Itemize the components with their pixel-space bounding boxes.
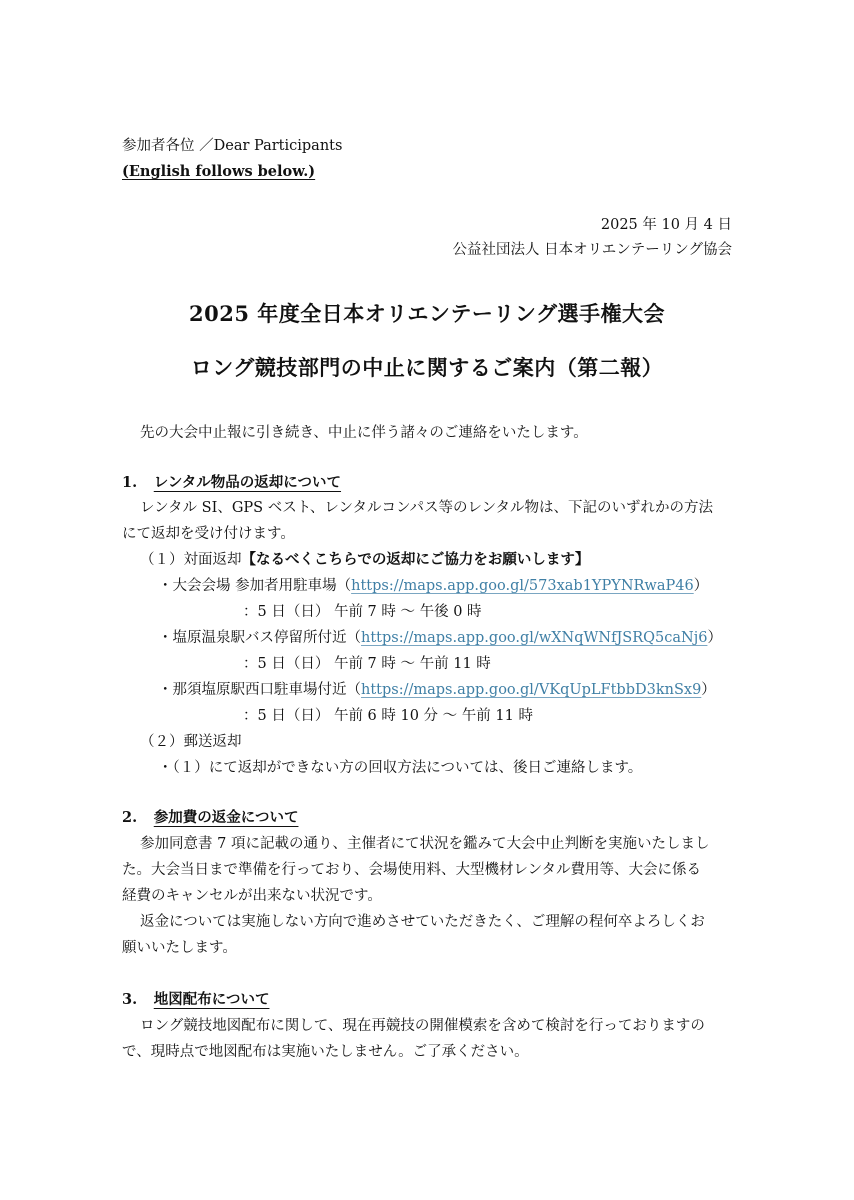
subsection-in-person-request: 【なるべくこちらでの返却にご協力をお願いします】 (241, 551, 590, 568)
english-note: (English follows below.) (122, 163, 316, 180)
section-1-number: 1. (122, 474, 138, 491)
location-name: ・大会会場 参加者用駐車場（ (158, 578, 352, 594)
section-2-line: 願いいたします。 (122, 940, 237, 956)
section-1-title: レンタル物品の返却について (153, 474, 342, 491)
map-link[interactable]: https://maps.app.goo.gl/wXNqWNfJSRQ5caNj6 (361, 630, 708, 646)
subsection-mail-return: （２）郵送返却 (140, 734, 242, 750)
section-3-title: 地図配布について (153, 991, 270, 1008)
section-2-line: た。大会当日まで準備を行っており、会場使用料、大型機材レンタル費用等、大会に係る (122, 862, 702, 878)
section-3-line: で、現時点で地図配布は実施いたしません。ご了承ください。 (122, 1044, 529, 1060)
title-line-1: 2025 年度全日本オリエンテーリング選手権大会 (189, 301, 665, 326)
title-line-2: ロング競技部門の中止に関するご案内（第二報） (190, 355, 664, 380)
map-link[interactable]: https://maps.app.goo.gl/573xab1YPYNRwaP46 (351, 578, 694, 594)
section-2-line: 参加同意書 7 項に記載の通り、主催者にて状況を鑑みて大会中止判断を実施いたしまし (140, 836, 710, 852)
map-link[interactable]: https://maps.app.goo.gl/VKqUpLFtbbD3knSx9 (361, 682, 702, 698)
section-3-line: ロング競技地図配布に関して、現在再競技の開催模索を含めて検討を行っておりますの (140, 1018, 705, 1034)
organization-name: 公益社団法人 日本オリエンテーリング協会 (452, 242, 732, 258)
intro-text: 先の大会中止報に引き続き、中止に伴う諸々のご連絡をいたします。 (140, 425, 588, 441)
location-paren: ） (693, 578, 709, 594)
section-2-number: 2. (122, 809, 138, 826)
subsection-in-person-return (140, 550, 589, 570)
location-item (158, 628, 722, 648)
mail-return-note: ・（１）にて返却ができない方の回収方法については、後日ご連絡します。 (158, 760, 643, 776)
location-time: ：5 日（日） 午前 7 時 ～ 午後 0 時 (243, 604, 482, 620)
location-time: ：5 日（日） 午前 6 時 10 分 ～ 午前 11 時 (243, 708, 533, 724)
location-item (158, 680, 716, 700)
location-item (158, 576, 708, 596)
section-1-body-line-1: レンタル SI、GPS ベスト、レンタルコンパス等のレンタル物は、下記のいずれかの方法 (140, 500, 714, 516)
section-2-line: 経費のキャンセルが出来ない状況です。 (122, 888, 382, 904)
location-paren: ） (707, 630, 722, 646)
location-name: ・塩原温泉駅バス停留所付近（ (158, 630, 361, 646)
location-paren: ） (701, 682, 716, 698)
section-1-heading (122, 473, 341, 493)
section-2-heading (122, 808, 298, 828)
document-date: 2025 年 10 月 4 日 (600, 217, 732, 233)
location-name: ・那須塩原駅西口駐車場付近（ (158, 682, 361, 698)
addressee: 参加者各位 ／Dear Participants (122, 138, 343, 154)
subsection-in-person-label: （１）対面返却 (140, 552, 242, 568)
location-time: ：5 日（日） 午前 7 時 ～ 午前 11 時 (243, 656, 491, 672)
section-2-title: 参加費の返金について (153, 809, 299, 826)
section-1-body-line-2: にて返却を受け付けます。 (122, 526, 295, 542)
section-3-heading (122, 990, 269, 1010)
section-2-line: 返金については実施しない方向で進めさせていただきたく、ご理解の程何卒よろしくお (140, 914, 705, 930)
section-3-number: 3. (122, 991, 138, 1008)
